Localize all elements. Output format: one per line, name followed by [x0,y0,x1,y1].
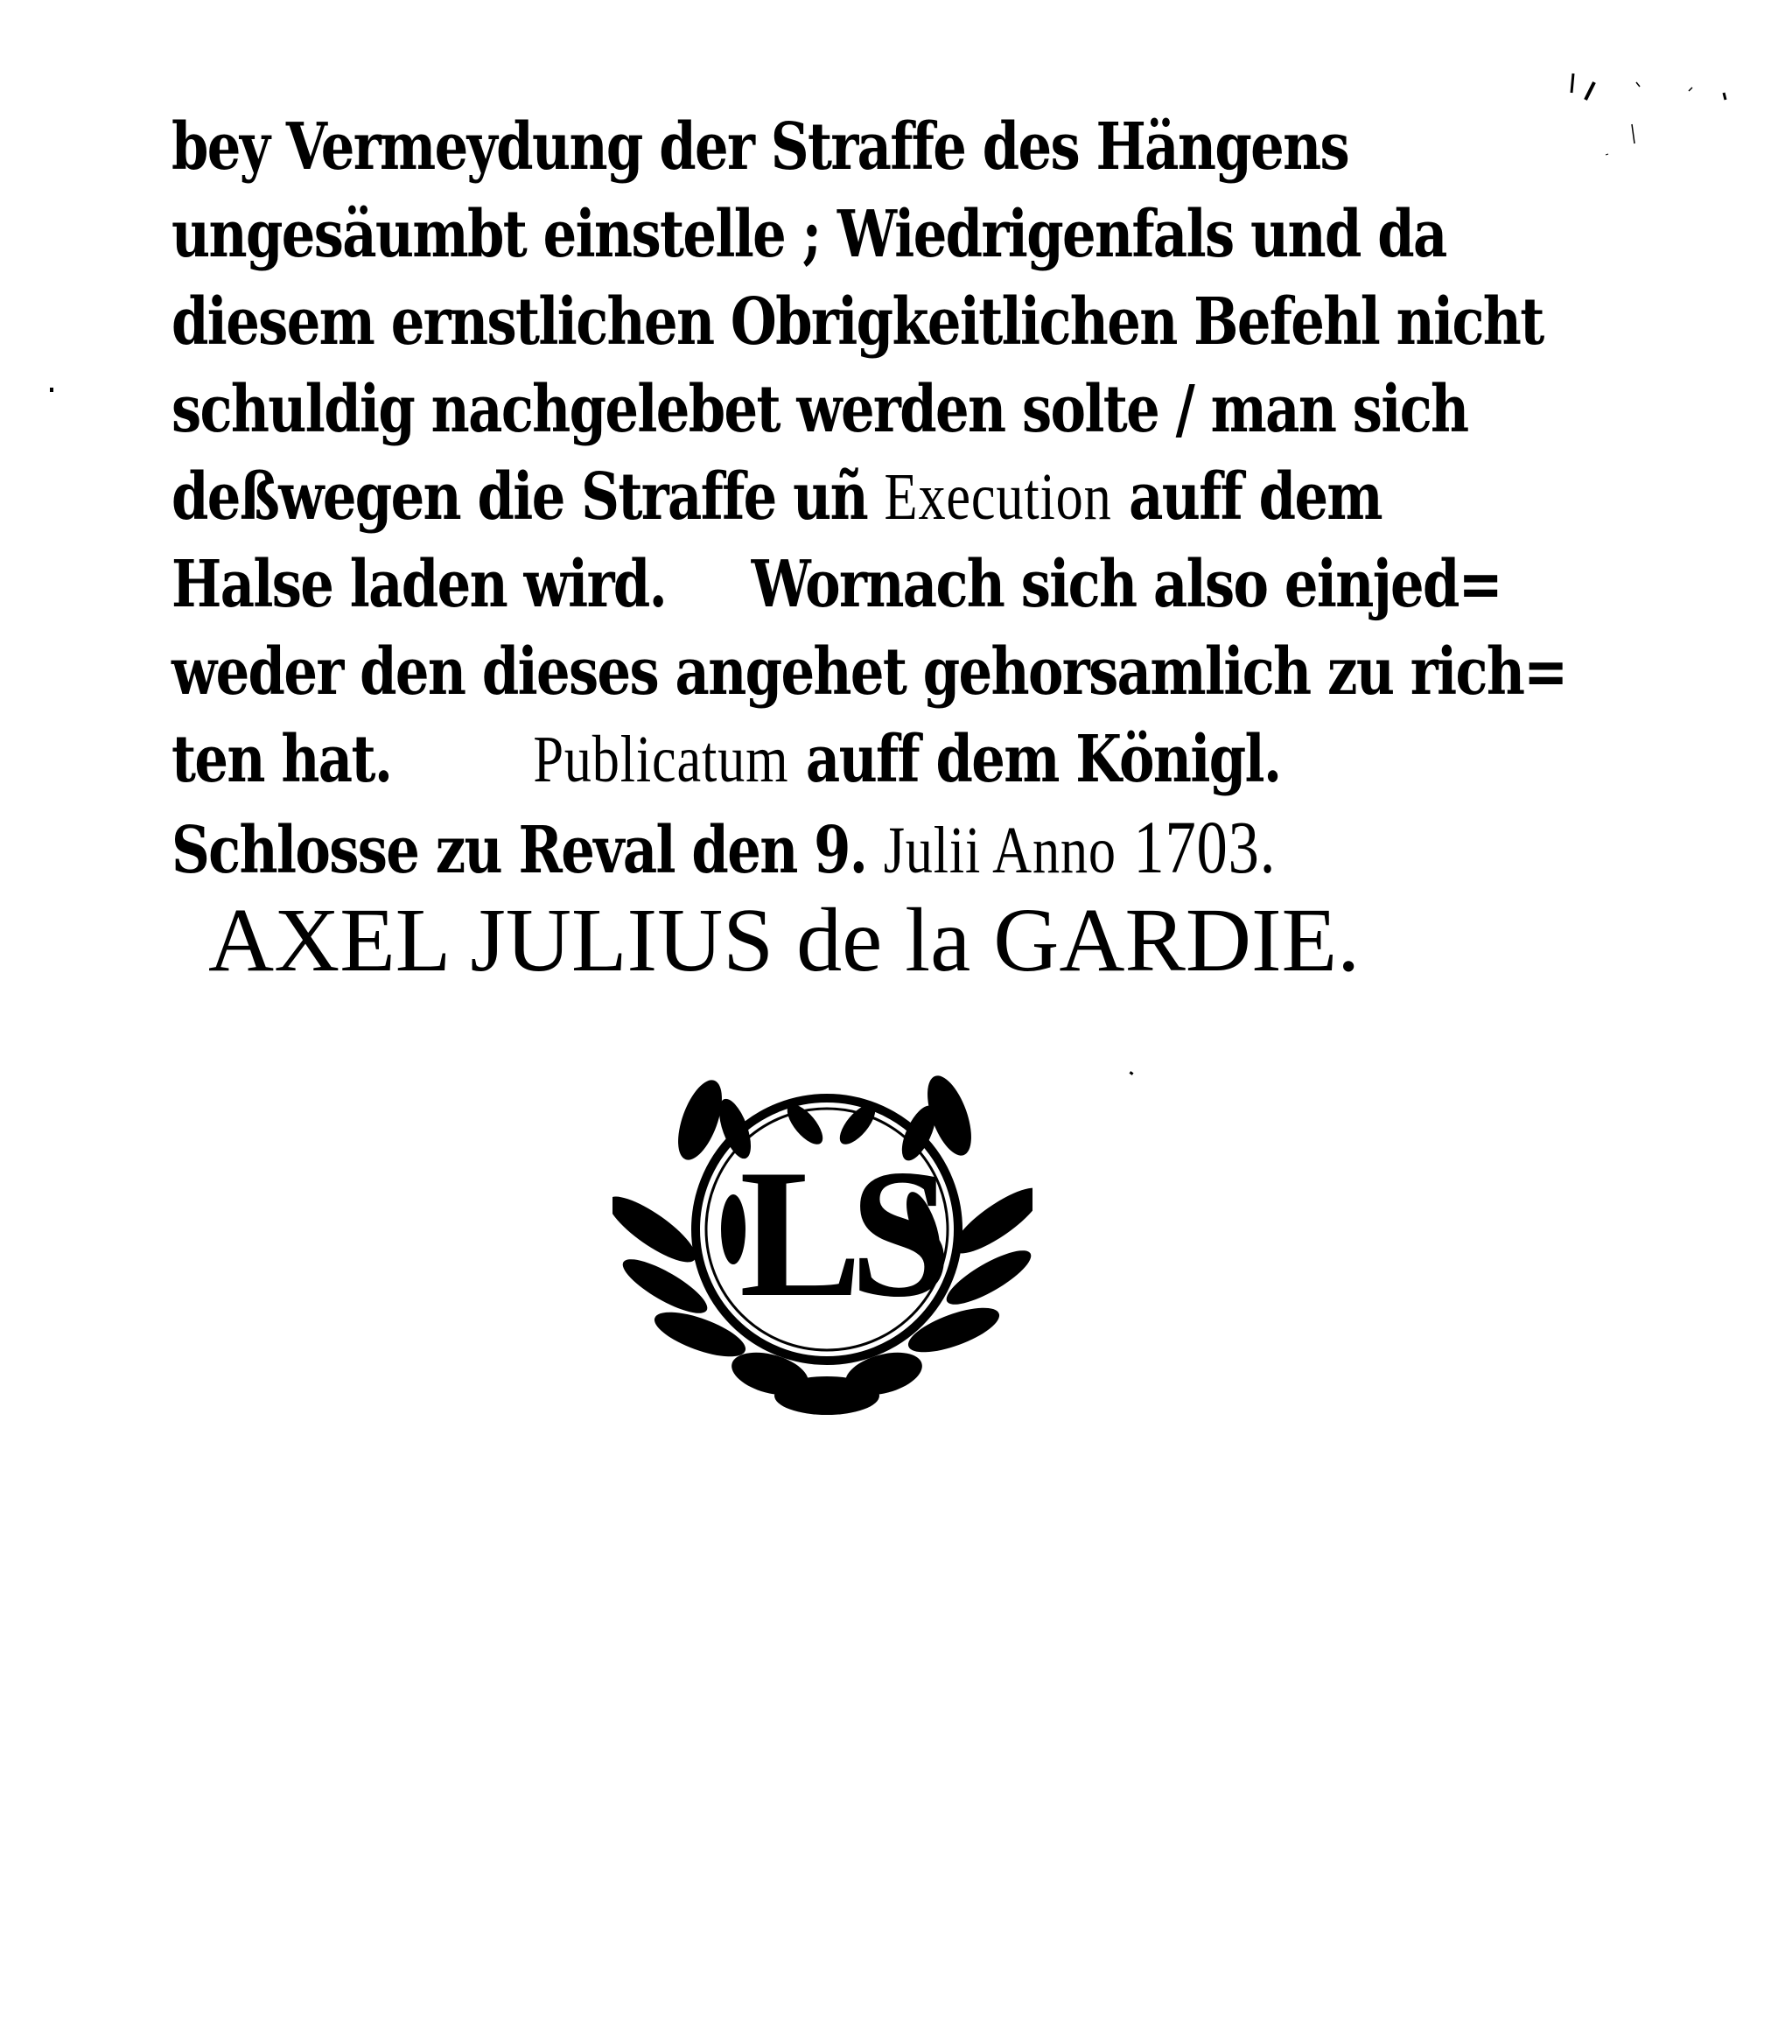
text-segment: auff dem Königl. [805,722,1281,797]
body-text [172,103,1567,891]
text-line: ungesäumbt einstelle ; Wiedrigenfals und da [172,197,1446,272]
text-line [172,803,1277,891]
text-line: schuldig nachgelebet werden solte / man sich [172,372,1468,447]
signature: AXEL JULIUS de la GARDIE. [208,890,1361,990]
year: 1703. [1133,805,1277,889]
print-speck [50,388,53,392]
roman-word: Julii Anno [883,814,1116,887]
text-line: bey Vermeydung der Straffe des Hängens [172,109,1349,185]
margin-pencil-marks [1549,63,1750,159]
text-line [172,453,1382,541]
text-line: weder den dieses angehet gehorsamlich zu rich= [172,634,1567,710]
seal-emblem [612,1059,1032,1426]
print-speck [1130,1071,1134,1075]
text-segment: Schlosse zu Reval den 9. [172,813,867,888]
text-segment: deßwegen die Straffe uñ [172,459,868,535]
text-segment: ten hat. [172,722,392,797]
roman-word: Publicatum [533,723,789,796]
text-line: Halse laden wird. Wornach sich also einjed= [172,547,1502,622]
text-line: diesem ernstlichen Obrigkeitlichen Befehl nicht [172,284,1544,360]
text-line [172,716,1281,803]
text-segment: auff dem [1129,459,1382,535]
seal-letters: LS [739,1132,940,1335]
roman-word: Execution [884,460,1112,534]
